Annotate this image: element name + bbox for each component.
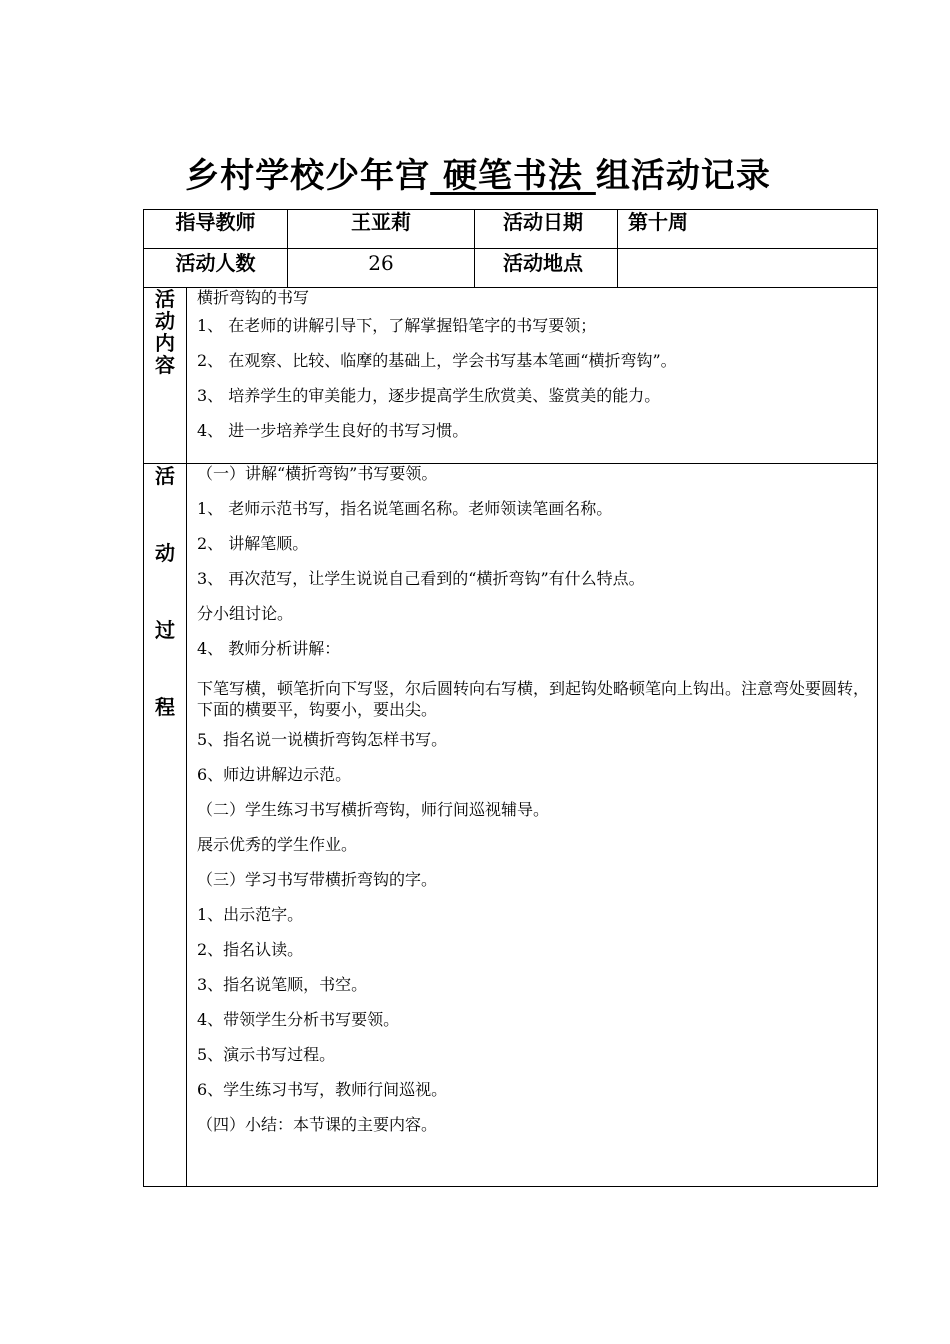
process-line: 4、带领学生分析书写要领。 <box>197 1010 400 1029</box>
process-line: 2、 讲解笔顺。 <box>197 534 309 553</box>
content-line: 2、 在观察、比较、临摩的基础上，学会书写基本笔画“横折弯钩”。 <box>197 351 677 370</box>
content-line: 3、 培养学生的审美能力，逐步提高学生欣赏美、鉴赏美的能力。 <box>197 386 661 405</box>
process-body <box>187 464 878 1187</box>
title-suffix: 组活动记录 <box>595 156 771 196</box>
process-row <box>144 464 878 1187</box>
teacher-value-cell <box>288 210 475 249</box>
title-prefix: 乡村学校少年宫 <box>185 156 431 196</box>
process-line: 3、指名说笔顺，书空。 <box>197 975 368 994</box>
title-group-name: 硬笔书法 <box>430 156 596 196</box>
process-line: 5、指名说一说横折弯钩怎样书写。 <box>197 730 448 749</box>
process-line: 1、出示范字。 <box>197 905 304 924</box>
content-body <box>187 288 878 464</box>
info-row-2 <box>144 249 878 288</box>
count-value-cell <box>288 249 475 288</box>
process-label-cell <box>144 464 187 1187</box>
process-line: 3、 再次范写，让学生说说自己看到的“横折弯钩”有什么特点。 <box>197 569 645 588</box>
process-line: 展示优秀的学生作业。 <box>197 835 358 854</box>
count-label: 活动人数 <box>175 251 256 275</box>
process-line: 6、学生练习书写，教师行间巡视。 <box>197 1080 448 1099</box>
content-line: 4、 进一步培养学生良好的书写习惯。 <box>197 421 469 440</box>
process-line: （一）讲解“横折弯钩”书写要领。 <box>197 464 438 483</box>
date-value-cell <box>618 210 878 249</box>
content-line: 1、 在老师的讲解引导下，了解掌握铅笔字的书写要领； <box>197 316 597 335</box>
process-line: 1、 老师示范书写，指名说笔画名称。老师领读笔画名称。 <box>197 499 613 518</box>
count-label-cell <box>144 249 288 288</box>
process-label-char: 动 <box>155 541 175 565</box>
process-line: （三）学习书写带横折弯钩的字。 <box>197 870 438 889</box>
content-label-cell <box>144 288 187 464</box>
process-line: 4、 教师分析讲解： <box>197 639 341 658</box>
place-value-cell <box>618 249 878 288</box>
activity-record-table <box>143 209 878 1187</box>
process-line: 5、演示书写过程。 <box>197 1045 336 1064</box>
teacher-label: 指导教师 <box>175 210 256 234</box>
info-row-1 <box>144 210 878 249</box>
process-line: 6、师边讲解边示范。 <box>197 765 352 784</box>
content-row <box>144 288 878 464</box>
page-title <box>0 148 950 197</box>
content-label: 活动内容 <box>155 287 175 377</box>
process-label-char: 活 <box>155 464 175 488</box>
process-line: （二）学生练习书写横折弯钩，师行间巡视辅导。 <box>197 800 550 819</box>
date-label-cell <box>475 210 618 249</box>
process-label-char: 程 <box>155 695 175 719</box>
teacher-value: 王亚莉 <box>351 210 411 234</box>
place-label-cell <box>475 249 618 288</box>
teacher-label-cell <box>144 210 288 249</box>
process-line: 下笔写横，顿笔折向下写竖，尔后圆转向右写横，到起钩处略顿笔向上钩出。注意弯处要圆转，下面的横要平，钩要小，要出尖。 <box>197 679 870 719</box>
count-value: 26 <box>368 251 394 275</box>
date-value: 第十周 <box>628 210 688 234</box>
date-label: 活动日期 <box>503 210 583 234</box>
content-line: 横折弯钩的书写 <box>197 288 310 307</box>
process-line: 2、指名认读。 <box>197 940 304 959</box>
process-line: 分小组讨论。 <box>197 604 294 623</box>
place-label: 活动地点 <box>503 251 583 275</box>
process-label-char: 过 <box>155 618 175 642</box>
process-line: （四）小结：本节课的主要内容。 <box>197 1115 438 1134</box>
